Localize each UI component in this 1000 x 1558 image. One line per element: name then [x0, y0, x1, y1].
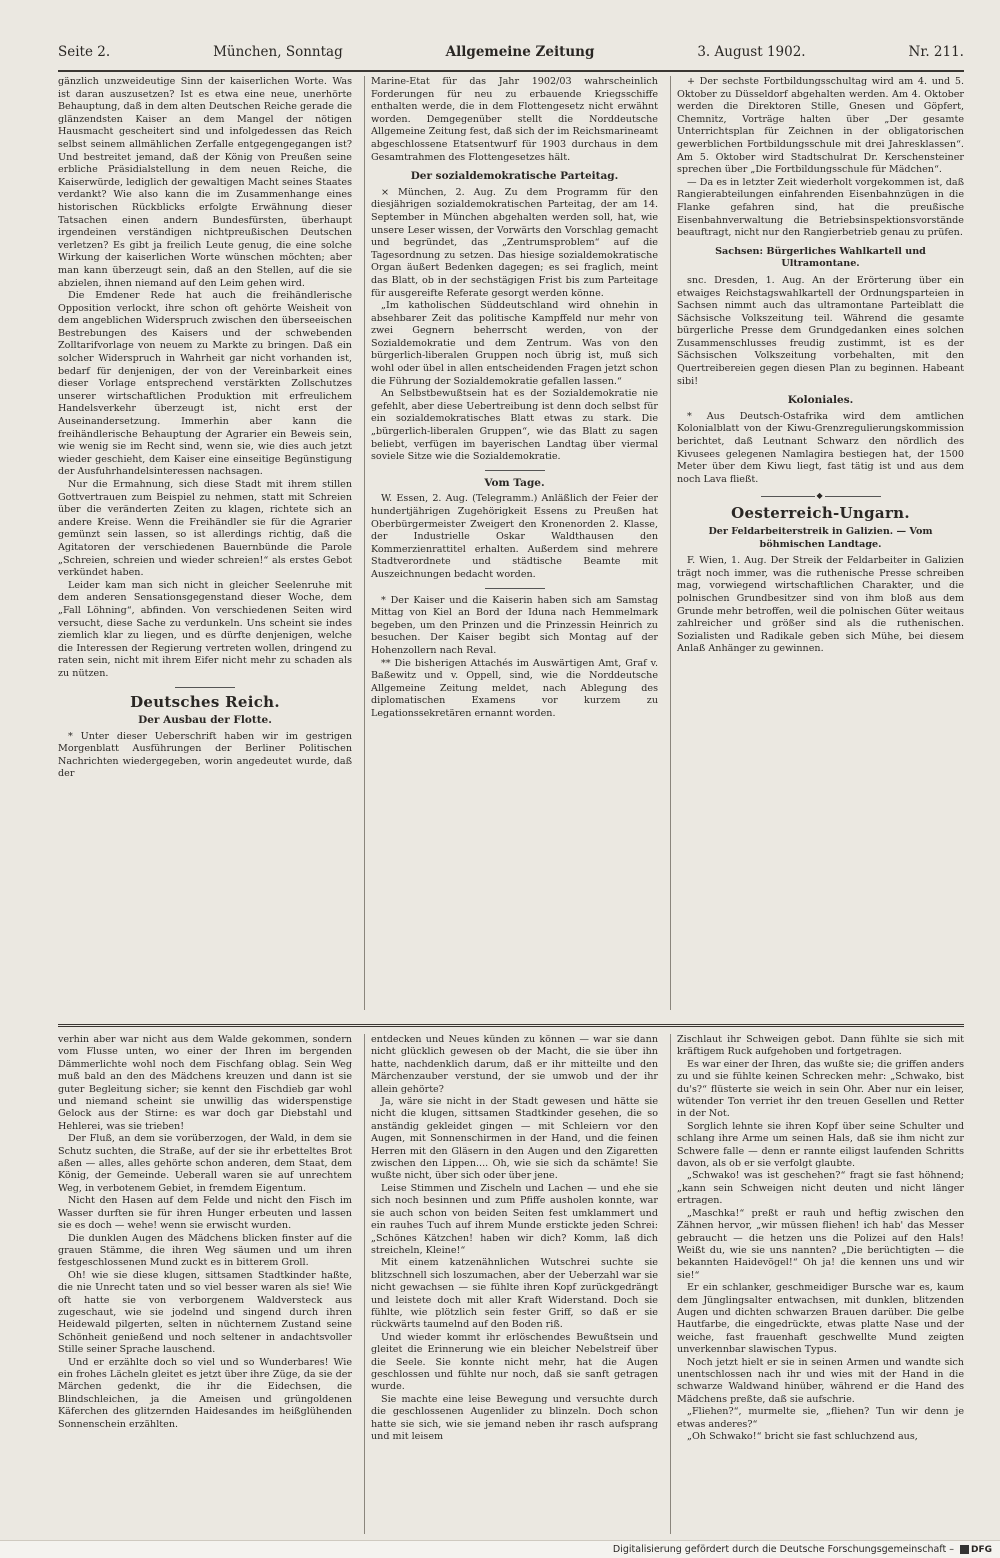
story-paragraph: „Schwako! was ist geschehen?“ fragt sie fast höhnend; „kann sein Schweigen nicht deuten und nicht länger ertragen.: [677, 1170, 964, 1207]
feuilleton-columns: [58, 1034, 964, 1534]
story-paragraph: Noch jetzt hielt er sie in seinen Armen und wandte sich unentschlossen nach ihr und wies mit der Hand in die schwarze Waldwand hinüber, während er die Hand des Mädchens preßte, daß sie aufschrie.: [677, 1356, 964, 1405]
story-paragraph: Zischlaut ihr Schweigen gebot. Dann fühlte sie sich mit kräftigem Ruck aufgehoben und fortgetragen.: [677, 1034, 964, 1058]
newspaper-title: Allgemeine Zeitung: [445, 44, 595, 60]
story-paragraph: Sorglich lehnte sie ihren Kopf über seine Schulter und schlang ihre Arme um seinen Hals, daß sie ihm nicht zur Schwere falle — denn er rannte eiligst laufenden Schritts davon, als ob er sie verfolgt glaubte.: [677, 1120, 964, 1170]
digitization-footer: [0, 1540, 1000, 1558]
article-paragraph: — Da es in letzter Zeit wiederholt vorgekommen ist, daß Rangierabteilungen einfahrenden Eisenbahnzügen in die Flanke gefahren sind, hat die preußische Eisenbahnverwaltung die Betriebsinspektionsvorstände beauftragt, nicht nur den Rangierbetrieb genau zu prüfen.: [677, 176, 964, 239]
feuilleton-column-2: [364, 1034, 658, 1534]
story-paragraph: Sie machte eine leise Bewegung und versuchte durch die geschlossenen Augenlider zu blinzeln. Doch schon hatte sie sich, wie sie jemand neben ihr rasch aufsprang und mit leisem: [371, 1393, 658, 1442]
issue-date: 3. August 1902.: [697, 44, 806, 60]
dfg-logo-icon: [960, 1545, 969, 1554]
article-paragraph: F. Wien, 1. Aug. Der Streik der Feldarbeiter in Galizien trägt noch immer, was die ruthenische Presse schreiben mag, vorwiegend wirtschaftlichen Charakter, und die polnischen Grundbesitzer sind von ihm bloß aus dem Grunde mehr betroffen, weil die polnischen Güter weitaus zahlreicher und größer sind als die ruthenischen. Sozialisten und Radikale geben sich Mühe, bei diesem Anlaß Anhänger zu gewinnen.: [677, 555, 964, 655]
article-paragraph: Leider kam man sich nicht in gleicher Seelenruhe mit dem anderen Sensationsgegenstand dieser Woche, dem „Fall Löhning“, abfinden. Von verschiedenen Seiten wird versucht, diese Sache zu verdunkeln. Uns scheint sie indes ziemlich klar zu liegen, und es dürfte denjenigen, welche die Interessen der Regierung vertreten wollen, dringend zu raten sein, nicht mit ihrem Eifer nicht mehr zu schaden als zu nützen.: [58, 579, 352, 679]
column-2: [364, 76, 658, 1010]
article-paragraph: × München, 2. Aug. Zu dem Programm für den diesjährigen sozialdemokratischen Parteitag, der am 14. September in München abgehalten werden soll, hat, wie unsere Leser wissen, der Vorwärts den Vorschlag gemacht und begründet, das „Zentrumsproblem“ auf die Tagesordnung zu setzen. Das hiesige sozialdemokratische Organ äußert Bedenken dagegen; es sei fraglich, meint das Blatt, ob in der sechstägigen Frist bis zum Parteitage für ausgereifte Referate gesorgt werden könne.: [371, 186, 658, 299]
story-paragraph: Es war einer der Ihren, das wußte sie; die griffen anders zu und sie fühlte keinen Schrecken mehr: „Schwako, bist du's?“ flüsterte sie weich in sein Ohr. Aber nur ein leiser, wütender Ton verriet ihr den treuen Gesellen und Retter in der Not.: [677, 1058, 964, 1120]
article-paragraph: * Der Kaiser und die Kaiserin haben sich am Samstag Mittag von Kiel an Bord der Iduna nach Hemmelmark begeben, um den Prinzen und die Prinzessin Heinrich zu besuchen. Der Kaiser begibt sich Montag auf der Hohenzollern nach Reval.: [371, 594, 658, 656]
issue-number: Nr. 211.: [908, 44, 964, 60]
divider-rule: [485, 588, 545, 589]
divider-rule: [485, 470, 545, 471]
article-paragraph: gänzlich unzweideutige Sinn der kaiserlichen Worte. Was ist daran auszusetzen? Ist es etwa eine neue, unerhörte Behauptung, daß in dem alten Deutschen Reiche gerade die glänzendsten Kaiser an dem Mangel der nötigen Hausmacht gescheitert sind und infolgedessen das Reich selbst seinem allmählichen Zerfalle entgegengegangen ist? Und bestreitet jemand, daß der König von Preußen seine erbliche Präsidialstellung in dem neuen Reiche, die Kaiserwürde, lediglich der gewaltigen Macht seines Staates verdankt? Wie also kann die im Zusammenhange eines historischen Rückblicks erfolgte Erwähnung dieser Tatsachen einen andern Bundesfürsten, überhaupt irgendeinen verständigen nichtpreußischen Deutschen verletzen? Es gibt ja freilich Leute genug, die eine solche Wirkung der kaiserlichen Worte wünschen möchten; aber man kann überzeugt sein, daß an den Stellen, auf die sie abzielen, ihnen niemand auf den Leim gehen wird.: [58, 76, 352, 289]
feuilleton-divider: [58, 1024, 964, 1027]
article-heading: Vom Tage.: [484, 476, 545, 489]
feuilleton-column-1: [58, 1034, 352, 1534]
article-heading: Der Feldarbeiterstreik in Galizien. — Vom böhmischen Landtage.: [708, 526, 933, 550]
upper-columns: [58, 76, 964, 1010]
page-number: Seite 2.: [58, 44, 111, 60]
story-paragraph: Er ein schlanker, geschmeidiger Bursche war es, kaum dem Jünglingsalter entwachsen, mit dunklen, blitzenden Augen und dichten schwarzen Brauen darüber. Die gelbe Hautfarbe, die eingedrückte, etwas platte Nase und der weiche, fast frauenhaft geschwellte Mund zeigten unverkennbar slawischen Typus.: [677, 1282, 964, 1356]
story-paragraph: „Oh Schwako!“ bricht sie fast schluchzend aus,: [687, 1431, 918, 1442]
article-paragraph: Marine-Etat für das Jahr 1902/03 wahrscheinlich Forderungen für neu zu erbauende Kriegsschiffe enthalten werde, die in dem Flottengesetz nicht erwähnt worden. Demgegenüber stellt die Norddeutsche Allgemeine Zeitung fest, daß sich der im Reichsmarineamt abgeschlossene Etatsentwurf für 1903 durchaus in dem Gesamtrahmen des Flottengesetzes hält.: [371, 76, 658, 163]
story-paragraph: Leise Stimmen und Zischeln und Lachen — und ehe sie sich noch besinnen und zum Pfiffe ausholen konnte, war sie auch schon von beiden Seiten fest umklammert und ein rauhes Tuch auf ihrem Munde erstickte jeden Schrei: „Schönes Kätzchen! haben wir dich? Komm, laß dich streicheln, Kleine!“: [371, 1182, 658, 1256]
story-paragraph: „Fliehen?“, murmelte sie, „fliehen? Tun wir denn je etwas anderes?“: [677, 1406, 964, 1430]
story-paragraph: Der Fluß, an dem sie vorüberzogen, der Wald, in dem sie Schutz suchten, die Straße, auf der sie ihr erbetteltes Brot aßen — alles, alles gehörte schon anderen, dem Staat, dem König, der Gemeinde. Ueberall waren sie auf unrechtem Weg, in verbotenem Gebiet, in fremdem Eigentum.: [58, 1133, 352, 1194]
story-paragraph: Mit einem katzenähnlichen Wutschrei suchte sie blitzschnell sich loszumachen, aber der Ueberzahl war sie nicht gewachsen — sie fühlte ihren Kopf zurückgedrängt und leistete doch mit aller Kraft Widerstand. Doch sie fühlte, wie plötzlich sein fester Griff, so daß er sie rückwärts taumelnd auf den Boden riß.: [371, 1257, 658, 1331]
dfg-logo-text: DFG: [970, 1544, 992, 1555]
story-paragraph: entdecken und Neues künden zu können — war sie dann nicht glücklich gewesen ob der Macht, die sie über ihn hatte, nachdenklich darum, daß er ihr mitteilte und den Märchenzauber verstund, der sie umwob und der ihr allein gehörte?: [371, 1034, 658, 1095]
page-header: [58, 44, 964, 72]
story-paragraph: Und er erzählte doch so viel und so Wunderbares! Wie ein frohes Lächeln gleitet es jetzt über ihre Züge, da sie der Märchen gedenkt, die ihr die Eidechsen, die Blindschleichen, ja die Ameisen und grüngoldenen Käferchen des glitzernden Haidesandes im heißglühenden Sonnenschein erzählten.: [58, 1356, 352, 1430]
article-heading: Sachsen: Bürgerliches Wahlkartell und Ultramontane.: [715, 245, 926, 270]
story-paragraph: Die dunklen Augen des Mädchens blicken finster auf die grauen Stämme, die ihren Weg säumen und um ihren festgeschlossenen Mund zuckt es in bitterem Groll.: [58, 1232, 352, 1269]
article-paragraph: Nur die Ermahnung, sich diese Stadt mit ihrem stillen Gottvertrauen zum Beispiel zu nehmen, statt mit Schreien über die veränderten Zeiten zu klagen, richtete sich an andere Kreise. Wenn die Freihändler sie für die Agrarier gemünzt sein lassen, so ist allerdings richtig, daß die Agitatoren der verschiedenen Bauernbünde die Parole „Schreien, schreien und wieder schreien!“ als erstes Gebot verkündet haben.: [58, 479, 352, 579]
story-paragraph: Nicht den Hasen auf dem Felde und nicht den Fisch im Wasser durften sie für ihren Hunger erbeuten und lassen sie es doch — wehe! wenn sie erwischt wurden.: [58, 1195, 352, 1232]
ornament-rule: [761, 496, 881, 497]
feuilleton-column-3: [670, 1034, 964, 1534]
story-paragraph: Oh! wie sie diese klugen, sittsamen Stadtkinder haßte, die nie Unrecht taten und so viel besser waren als sie! Wie oft hatte sie von verborgenem Waldversteck aus zugeschaut, wie sie jodelnd und singend durch ihren Heidewald pilgerten, selten in nüchternem Zustand seine Schönheit genießend und noch seltener in andachtsvoller Stille seiner Sprache lauschend.: [58, 1269, 352, 1356]
story-paragraph: „Maschka!“ preßt er rauh und heftig zwischen den Zähnen hervor, „wir müssen fliehen! ich hab' das Messer gebraucht — die hetzen uns die Polizei auf den Hals! Weißt du, wie sie uns nannten? „Die berüchtigten — die bekannten Haidevögel!“ Oh ja! die kennen uns und wir sie!“: [677, 1207, 964, 1281]
article-heading: Der sozialdemokratische Parteitag.: [410, 170, 619, 183]
divider-rule: [175, 687, 235, 688]
article-paragraph: An Selbstbewußtsein hat es der Sozialdemokratie nie gefehlt, aber diese Uebertreibung ist denn doch selbst für ein sozialdemokratisches Blatt etwas zu stark. Die „bürgerlich-liberalen Gruppen“, wie das Blatt zu sagen beliebt, verfügen im bayerischen Landtag über viermal soviele Sitze wie die Sozialdemokratie.: [371, 388, 658, 463]
story-paragraph: Und wieder kommt ihr erlöschendes Bewußtsein und gleitet die Erinnerung wie ein bleicher Nebelstreif über die Seele. Sie konnte nicht mehr, hat die Augen geschlossen und fühlte nur noch, daß sie sanft getragen wurde.: [371, 1331, 658, 1393]
funding-credit: Digitalisierung gefördert durch die Deutsche Forschungsgemeinschaft –: [612, 1544, 954, 1555]
article-paragraph: ** Die bisherigen Attachés im Auswärtigen Amt, Graf v. Baßewitz und v. Oppell, sind, wie die Norddeutsche Allgemeine Zeitung meldet, nach Ablegung des diplomatischen Examens vor kurzem zu Legationssekretären ernannt worden.: [371, 657, 658, 719]
section-heading: Oesterreich-Ungarn.: [731, 504, 910, 523]
section-heading: Deutsches Reich.: [130, 692, 280, 711]
article-paragraph: „Im katholischen Süddeutschland wird ohnehin in absehbarer Zeit das politische Kampffeld nur mehr von zwei Gegnern beherrscht werden, von der Sozialdemokratie und dem Zentrum. Was von den bürgerlich-liberalen Gruppen noch übrig ist, muß sich wohl oder übel in allen entscheidenden Fragen jetzt schon die Führung der Sozialdemokratie gefallen lassen.“: [371, 300, 658, 387]
story-paragraph: Ja, wäre sie nicht in der Stadt gewesen und hätte sie nicht die klugen, sittsamen Stadtkinder gesehen, die so anständig gekleidet gingen — mit Schleiern vor den Augen, mit Sonnenschirmen in der Hand, und die feinen Herren mit den Gläsern in den Augen und den Zigaretten zwischen den Lippen.... Oh, wie sie sich da schämte! Sie wußte nicht, über sich oder über jene.: [371, 1096, 658, 1182]
article-paragraph: snc. Dresden, 1. Aug. An der Erörterung über ein etwaiges Reichstagswahlkartell der Ordnungsparteien in Sachsen nimmt auch das ultramontane Parteiblatt die Sächsische Volkszeitung teil. Während die gesamte bürgerliche Presse dem Grundgedanken eines solchen Zusammenschlusses freudig zustimmt, ist es der Sächsischen Volkszeitung vorbehalten, mit den Quertreibereien gegen diesen Plan zu beginnen. Habeant sibi!: [677, 274, 964, 387]
article-heading: Koloniales.: [787, 394, 854, 407]
article-paragraph: * Unter dieser Ueberschrift haben wir im gestrigen Morgenblatt Ausführungen der Berliner Politischen Nachrichten wiedergegeben, worin angedeutet wurde, daß der: [58, 730, 352, 780]
story-paragraph: verhin aber war nicht aus dem Walde gekommen, sondern vom Flusse unten, wo einer der Ihren im bergenden Dämmerlichte wohl noch dem Fischfang oblag. Sein Weg muß bald an den des Mädchens kreuzen und dann ist sie guter Begleitung sicher; sie kennt den Fischdieb gar wohl und niemand scheint sie unwillig das widerspenstige Gelock aus der Stirne: es war doch gar Diebstahl und Hehlerei, was sie trieben!: [58, 1034, 352, 1132]
place-day: München, Sonntag: [213, 44, 343, 60]
dfg-logo: [960, 1545, 992, 1555]
article-heading: Der Ausbau der Flotte.: [138, 714, 272, 727]
article-paragraph: Die Emdener Rede hat auch die freihändlerische Opposition verlockt, ihre schon oft gehörte Weisheit von dem angeblichen Widerspruch zwischen den überseeischen Bestrebungen des Kaisers und der schwebenden Zolltarifvorlage von neuem zu Markte zu bringen. Daß ein solcher Widerspruch in Wahrheit gar nicht vorhanden ist, bedarf für denjenigen, der von der Vereinbarkeit eines dieser Vorlage entsprechend verstärkten Zollschutzes unserer wirtschaftlichen Produktion mit erfreulichem Handelsverkehr überzeugt ist, nicht erst der Auseinandersetzung. Immerhin aber kann die freihändlerische Behauptung der Agrarier ein Beweis sein, wie wenig sie im Recht sind, wenn sie, wie dies auch jetzt wieder geschieht, dem Kaiser eine einseitige Begünstigung der Ausfuhrhandelsinteressen nachsagen.: [58, 290, 352, 478]
article-paragraph: W. Essen, 2. Aug. (Telegramm.) Anläßlich der Feier der hundertjährigen Zugehörigkeit Essens zu Preußen hat Oberbürgermeister Zweigert den Kronenorden 2. Klasse, der Industrielle Oskar Waldthausen den Kommerzienrattitel erhalten. Außerdem sind mehrere Stadtverordnete und städtische Beamte mit Auszeichnungen bedacht worden.: [371, 493, 658, 580]
article-paragraph: * Aus Deutsch-Ostafrika wird dem amtlichen Kolonialblatt von der Kiwu-Grenzregulierungskommission berichtet, daß Leutnant Schwarz den nördlich des Kivusees gelegenen Namlagira bestiegen hat, der 1500 Meter über dem Kiwu liegt, fast tätig ist und aus dem noch Lava fließt.: [677, 410, 964, 485]
article-paragraph: + Der sechste Fortbildungsschultag wird am 4. und 5. Oktober zu Düsseldorf abgehalten werden. Am 4. Oktober werden die Direktoren Stille, Gnesen und Göpfert, Chemnitz, Vorträge halten über „Der gesamte Unterrichtsplan für Zeichnen in der obligatorischen gewerblichen Fortbildungsschule mit drei Jahresklassen“. Am 5. Oktober wird Stadtschulrat Dr. Kerschensteiner sprechen über „Die Fortbildungsschule für Mädchen“.: [677, 76, 964, 176]
column-1: [58, 76, 352, 1010]
column-3: [670, 76, 964, 1010]
